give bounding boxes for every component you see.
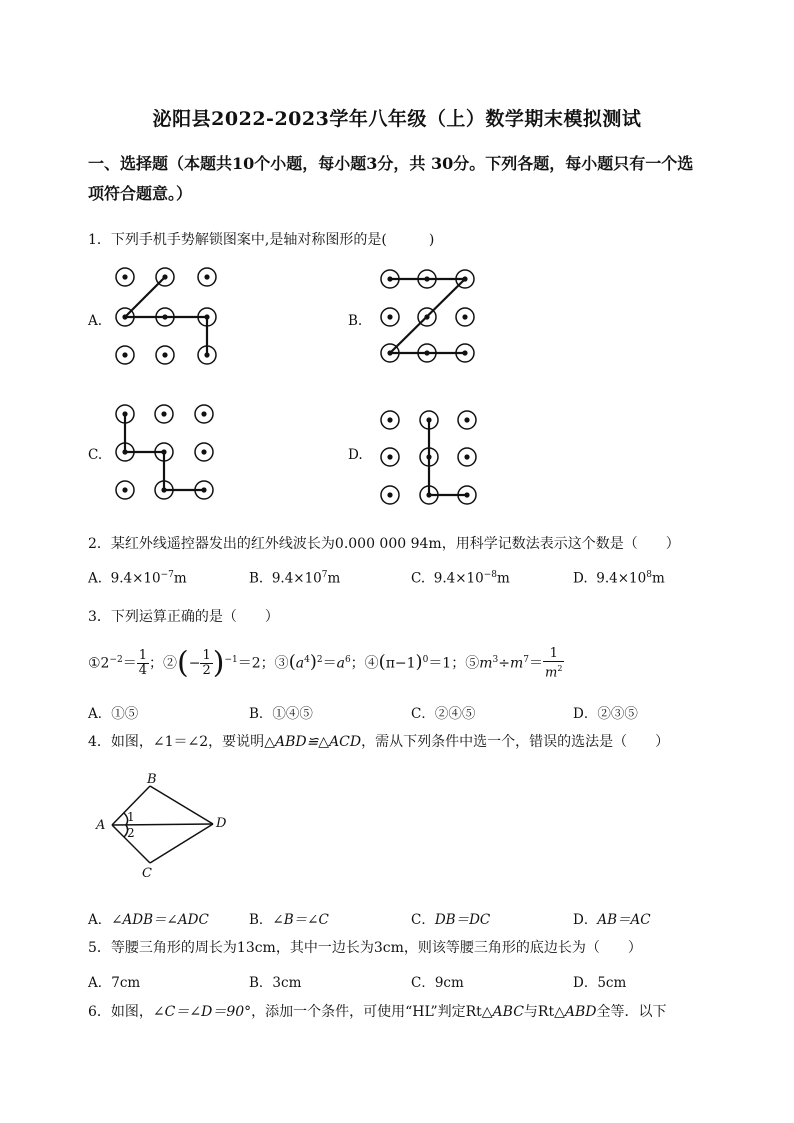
- q1-option-c-label: C.: [88, 447, 103, 463]
- q1-option-b-label: B.: [348, 313, 363, 329]
- q5-option-a: A．7cm: [88, 975, 141, 991]
- q4-option-c: C．DB＝DC: [411, 912, 491, 928]
- q3-option-c: C．②④⑤: [411, 706, 476, 722]
- question-6-stem: 6．如图，∠C＝∠D＝90°，添加一个条件，可使用“HL”判定Rt△ABC与Rt△ABD全等．以下: [88, 1004, 667, 1020]
- unlock-pattern-d: [374, 405, 494, 520]
- q2-option-d: D. $9.4\times 10^8m$: [573, 570, 665, 587]
- page-title: 泌阳县2022-2023学年八年级（上）数学期末模拟测试: [152, 108, 642, 130]
- unlock-pattern-b: [375, 265, 495, 375]
- q5-option-c: C．9cm: [411, 975, 464, 991]
- q4-angle-1: 1: [127, 810, 135, 824]
- question-5-stem: 5．等腰三角形的周长为13cm，其中一边长为3cm，则该等腰三角形的底边长为（ ）: [88, 940, 642, 956]
- question-1-stem: 1．下列手机手势解锁图案中,是轴对称图形的是( ): [88, 232, 435, 248]
- q5-option-d: D．5cm: [573, 975, 627, 991]
- section-header-line2: 项符合题意。）: [88, 184, 193, 203]
- q3-option-a: A．①⑤: [88, 706, 139, 722]
- q1-option-d-label: D.: [348, 447, 363, 463]
- q1-option-a-label: A.: [88, 313, 103, 329]
- question-3-stem: 3．下列运算正确的是（ ）: [88, 609, 279, 625]
- q3-option-d: D．②③⑤: [573, 706, 638, 722]
- unlock-pattern-c: [110, 400, 230, 510]
- q2-option-b: B. $9.4\times 10^7m$: [249, 570, 341, 587]
- q4-option-b: B．∠B＝∠C: [249, 912, 329, 928]
- q4-label-d: D: [216, 816, 227, 831]
- q2-option-c: C. $9.4\times 10^{-8}m$: [411, 570, 510, 587]
- q4-label-c: C: [142, 866, 152, 881]
- q4-option-d: D．AB＝AC: [573, 912, 651, 928]
- q4-angle-2: 2: [127, 826, 135, 840]
- q3-expressions: $①2^{-2}=$ $\frac{1}{4}$ ；②(− $\frac{1}{2}$ )$^{-1}$＝2；$③(a^4)^2=a^6$；$④(\pi-1)^0=1$；$⑤m^3\div m^7=$ $\frac{1}{m^2}$: [88, 645, 563, 681]
- q5-option-b: B．3cm: [249, 975, 302, 991]
- q4-label-b: B: [147, 772, 157, 787]
- q2-option-a: A. $9.4\times 10^{-7}m$: [88, 570, 187, 587]
- question-4-stem: 4．如图，∠1＝∠2，要说明△ABD≌△ACD，需从下列条件中选一个，错误的选法是（ ）: [88, 734, 670, 750]
- q3-option-b: B．①④⑤: [249, 706, 313, 722]
- q4-option-a: A．∠ADB＝∠ADC: [88, 912, 209, 928]
- question-2-stem: 2．某红外线遥控器发出的红外线波长为0.000 000 94m，用科学记数法表示这个数是（ ）: [88, 536, 680, 552]
- section-header-line1: 一、选择题（本题共10个小题，每小题3分，共 30分。下列各题，每小题只有一个选: [88, 154, 694, 173]
- q4-label-a: A: [96, 818, 106, 833]
- unlock-pattern-a: [110, 262, 230, 372]
